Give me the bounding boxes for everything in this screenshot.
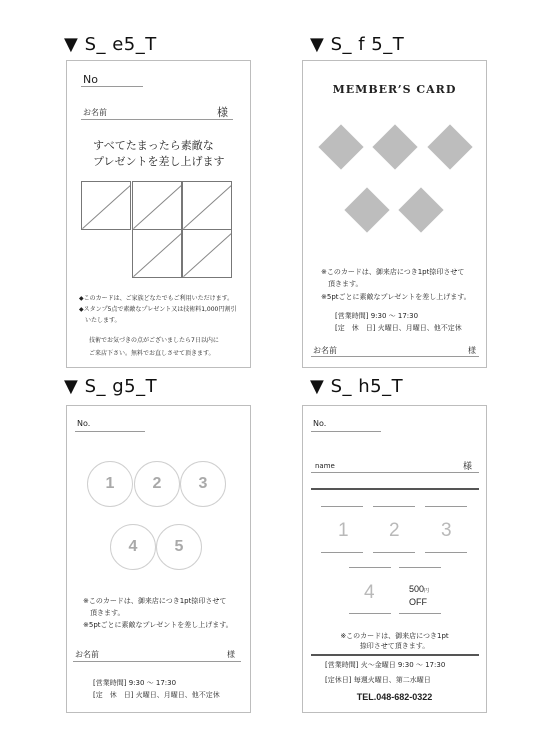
name-underline [73,661,241,662]
section-header-f5: ▼ S_ f 5_T [310,34,405,55]
holiday-row [93,690,220,701]
stamp-diamond [318,124,363,169]
hours-row [335,311,418,322]
holiday-label: [定休日] [325,676,352,684]
card-f5 [302,60,487,368]
stamp-slot-bottom [321,552,363,553]
stamp-cell [132,229,182,278]
stamp-circle-2: 2 [134,461,180,507]
divider-thick [311,654,479,656]
hours-value: 火〜金曜日 9:30 〜 17:30 [360,661,446,669]
hours-label: [営業時間] [325,661,359,669]
stamp-slot-bottom [373,552,415,553]
no-label: No. [313,419,327,428]
reward-off: OFF [409,597,427,607]
hours-label: [営業時間] [335,312,369,320]
note2: ※5ptごとに素敵なプレゼントを差し上げます。 [83,621,233,629]
note1-line2: 頂きます。 [321,280,363,288]
note-line: いたします。 [79,317,121,324]
note1-line1: ※このカードは、御来店につき1pt捺印させて [83,597,227,605]
reward-amount: 500 [409,584,425,594]
stamp-slot-top [425,506,467,507]
holiday-value: 火曜日、月曜日、他不定休 [135,691,220,699]
notice-line2: ご来店下さい。無料でお直しさせて頂きます。 [89,350,215,357]
note1-line2: 頂きます。 [83,609,125,617]
card-e5 [66,60,251,368]
note-line: ◆このカードは、ご家族どなたでもご利用いただけます。 [79,295,234,302]
notice-line1: 技術でお気づきの点がございましたら7日以内に [89,337,219,344]
card-h5 [302,405,487,713]
hours-label: [営業時間] [93,679,127,687]
no-underline [75,431,145,432]
stamp-number-3: 3 [441,520,452,541]
stamp-number-1: 1 [338,520,349,541]
name-label: お名前 [75,650,99,659]
holiday-value: 毎週火曜日、第二水曜日 [353,676,431,684]
stamp-grid [81,181,233,281]
note1-line1: ※このカードは、御来店につき1pt捺印させて [321,268,465,276]
reward-block [409,583,429,607]
holiday-label: [定 休 日] [93,691,134,699]
section-header-e5: ▼ S_ e5_T [64,34,157,55]
note-line2: 捺印させて頂きます。 [359,642,430,650]
stamp-slot-top [349,567,391,568]
honorific: 様 [468,346,476,355]
reward-unit: 円 [424,588,430,594]
holiday-label: [定 休 日] [335,324,376,332]
note-line: ◆スタンプ5点で素敵なプレゼント又は技術料1,000円割引 [79,306,237,313]
name-label: name [315,462,335,470]
name-label: お名前 [83,108,107,117]
name-label: お名前 [313,346,337,355]
section-header-h5: ▼ S_ h5_T [310,376,404,397]
stamp-slot-top [399,567,441,568]
honorific: 様 [227,650,235,659]
divider-thick [311,488,479,490]
hours-row [93,678,176,689]
holiday-row [335,323,462,334]
stamp-slot-top [373,506,415,507]
hours-value: 9:30 〜 17:30 [128,679,177,687]
stamp-diamond [427,124,472,169]
stamp-slot-top [321,506,363,507]
no-underline [311,431,381,432]
name-underline [311,472,479,473]
stamp-slot-bottom [399,613,441,614]
stamp-circle-5: 5 [156,524,202,570]
stamp-slot-bottom [425,552,467,553]
stamp-diamond [398,187,443,232]
stamp-number-4: 4 [364,582,375,603]
name-underline [311,356,479,357]
name-underline [81,119,233,120]
hours-row [325,660,445,671]
holiday-value: 火曜日、月曜日、他不定休 [377,324,462,332]
stamp-circle-3: 3 [180,461,226,507]
stamp-slot-bottom [349,613,391,614]
stamp-circle-4: 4 [110,524,156,570]
tel-number: TEL.048-682-0322 [356,692,433,702]
card-title: MEMBER’S CARD [332,83,457,96]
honorific: 様 [217,106,228,119]
note2: ※5ptごとに素敵なプレゼントを差し上げます。 [321,293,471,301]
no-underline [81,86,143,87]
stamp-cell [182,229,232,278]
stamp-number-2: 2 [389,520,400,541]
honorific: 様 [463,462,473,472]
stamp-cell [81,181,131,230]
message-line2: プレゼントを差し上げます [93,155,225,168]
card-g5 [66,405,251,713]
stamp-cell [132,181,182,230]
note-line1: ※このカードは、御来店につき1pt [340,632,449,640]
no-label: No. [77,419,91,428]
stamp-cell [182,181,232,230]
stamp-circle-1: 1 [87,461,133,507]
hours-value: 9:30 〜 17:30 [370,312,419,320]
holiday-row [325,675,431,686]
no-label: No [83,73,98,86]
message-line1: すべてたまったら素敵な [93,139,214,152]
stamp-diamond [344,187,389,232]
section-header-g5: ▼ S_ g5_T [64,376,158,397]
stamp-diamond [372,124,417,169]
